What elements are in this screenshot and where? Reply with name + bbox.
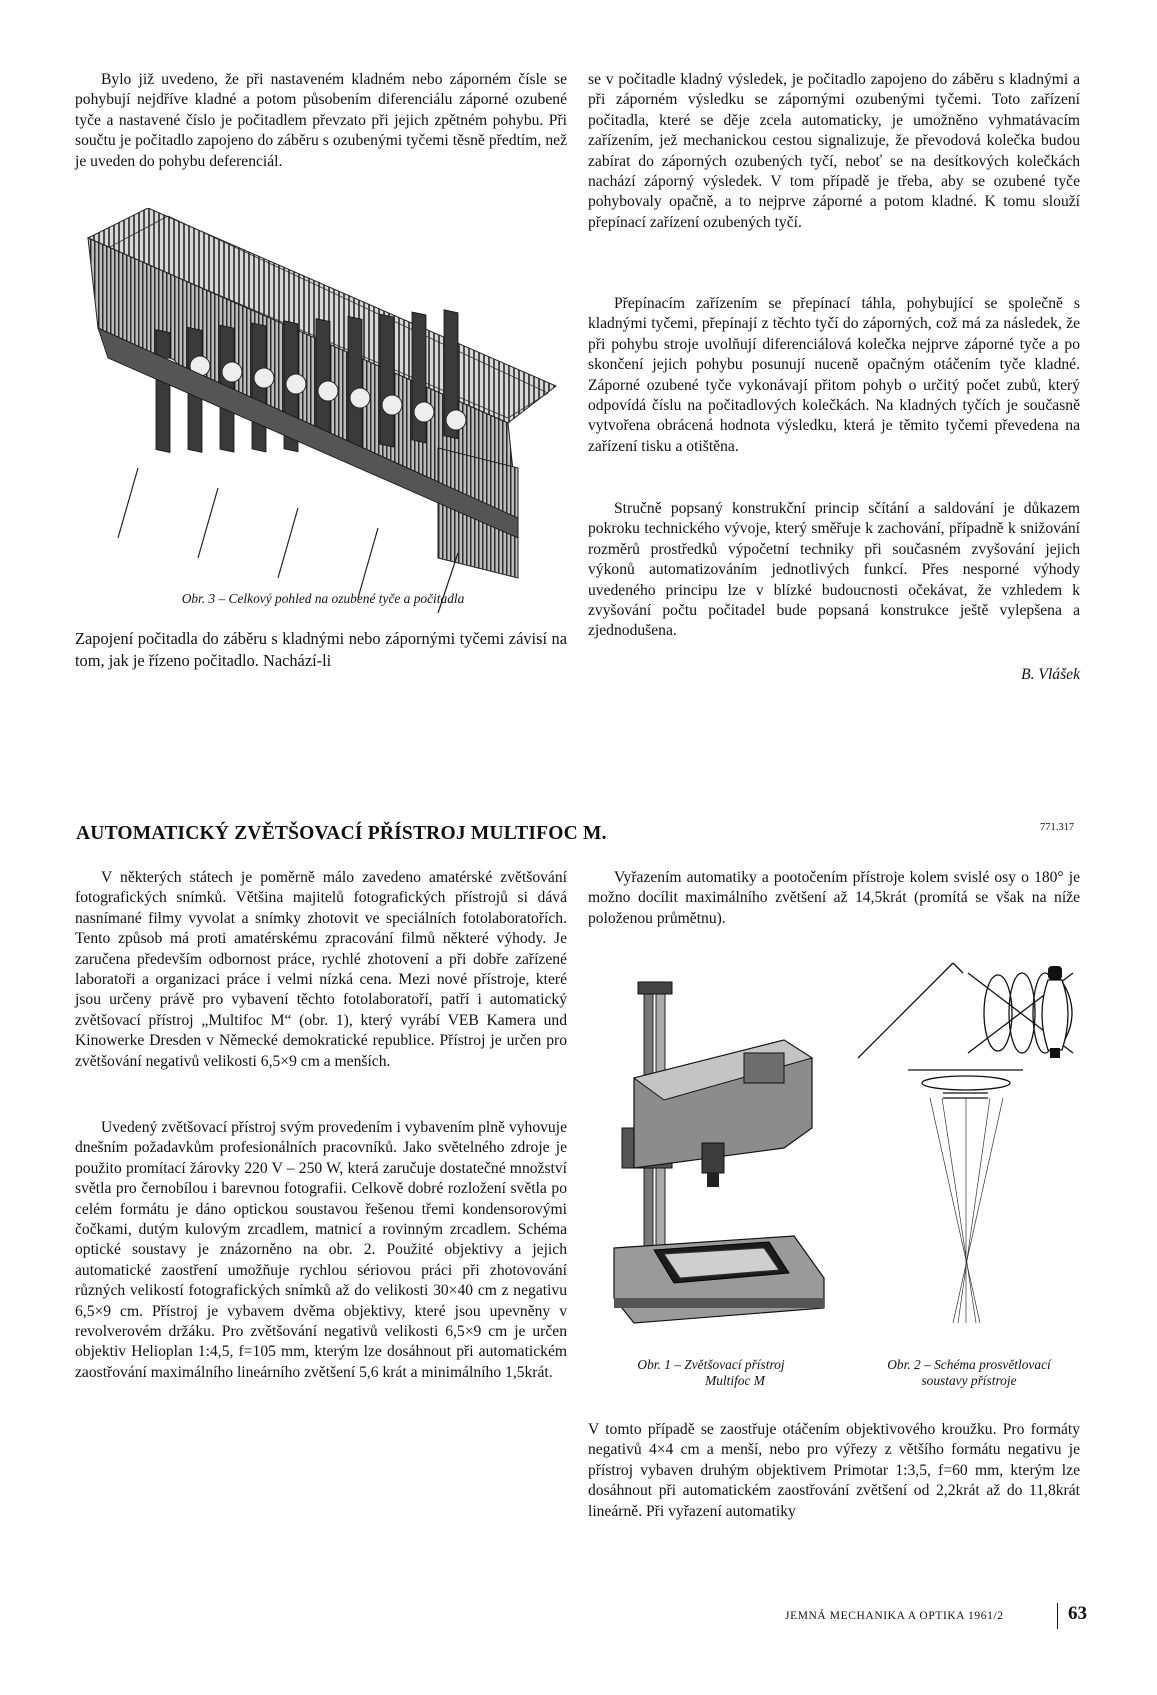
article-right-paragraph-2: V tomto případě se zaostřuje otáčením objektivového kroužku. Pro formáty negativů 4×4 cm a menší, nebo pro výřezy z většího formátu negativu je přístroj vybaven druhým objektivem Primotar 1:3,5, f=60 mm, kterým lze dosáhnout při automatickém zaostřování zvětšení od 2,2krát až do 11,8krát lineárně. Při vyřazení automatiky xyxy=(588,1421,1080,1520)
article-title: AUTOMATICKÝ ZVĚTŠOVACÍ PŘÍSTROJ MULTIFOC M. xyxy=(76,823,607,844)
top-left-paragraph-1: Bylo již uvedeno, že při nastaveném kladném nebo záporném čísle se pohybují nejdříve kladné a potom působením diferenciálu záporné ozubené tyče a nastavené číslo je počitadlem převzato při jejich zpětném pohybu. Při součtu je počitadlo zapojeno do záběru s ozubenými tyčemi těsně předtím, než je uveden do pohybu deferenciál. xyxy=(75,71,567,170)
figure-3-counter-machine-photo xyxy=(78,208,558,618)
figure-2-optical-scheme xyxy=(848,958,1093,1338)
author-signature: B. Vlášek xyxy=(1021,666,1080,683)
udc-code: 771.317 xyxy=(1040,822,1075,833)
article-left-paragraph-2: Uvedený zvětšovací přístroj svým provedením i vybavením plně vyhovuje dnešním požadavkům profesionálních pracovníků. Jako světelného zdroje je použito promítací žárovky 220 V – 250 W, která zaručuje dostatečné množství světla pro černobílou i barevnou fotografii. Celkově dobré rozložení světla po celém formátu je dáno optickou soustavou řešenou třemi kondensorovými čočkami, dutým kulovým zrcadlem, matnicí a rovinným zrcadlem. Schéma optické soustavy je znázorněno na obr. 2. Použité objektivy a jejich automatické zaostření umožňuje rychlou sériovou práci při zhotovování různých velikostí fotografických snímků až do velikosti 30×40 cm z negativu 6,5×9 cm. Přístroj je vybavem dvěma objektivy, které jsou upevněny v revolverovém držáku. Pro zvětšování negativů velikosti 6,5×9 cm je určen objektiv Helioplan 1:4,5, f=105 mm, kterým lze dosáhnout při automatickém zaostřování maximálního lineárního zvětšení 5,6 krát a minimálního 1,5krát. xyxy=(75,1119,567,1381)
page-number: 63 xyxy=(1068,1603,1087,1624)
top-left-paragraph-2: Zapojení počitadla do záběru s kladnými nebo zápornými tyčemi závisí na tom, jak je řízeno počitadlo. Nachází-li xyxy=(75,629,567,670)
figure-2-caption-line-1: Obr. 2 – Schéma prosvětlovací xyxy=(887,1357,1051,1372)
figure-3-caption: Obr. 3 – Celkový pohled na ozubené tyče a počitadla xyxy=(181,591,465,606)
footer-separator xyxy=(1057,1603,1058,1629)
article-right-paragraph-1: Vyřazením automatiky a pootočením přístroje kolem svislé osy o 180° je možno docílit maximálního zvětšení až 14,5krát (promítá se však na níže položenou průmětnu). xyxy=(588,869,1080,927)
figure-1-caption-line-1: Obr. 1 – Zvětšovací přístroj xyxy=(637,1357,785,1372)
figure-1-enlarger-photo xyxy=(594,978,834,1338)
top-right-paragraph-3: Stručně popsaný konstrukční princip sčítání a saldování je důkazem pokroku technického vývoje, který směřuje k zachování, případně k snižování rozměrů prostředků výpočetní techniky při současném zvyšování jejich výkonů automatizováním jednotlivých funkcí. Přes nesporné výhody uvedeného principu lze v blízké budoucnosti očekávat, že vzhledem k zvyšování počtu počitadel bude popsaná konstrukce ještě vylepšena a zjednodušena. xyxy=(588,500,1080,640)
footer-journal-title: JEMNÁ MECHANIKA A OPTIKA 1961/2 xyxy=(785,1610,1004,1622)
top-right-paragraph-2: Přepínacím zařízením se přepínací táhla, pohybující se společně s kladnými tyčemi, přepínají z těchto tyčí do záporných, což má za následek, že při pohybu stroje uvolňují diferenciálová kolečka nejprve záporné tyče a po skončení jejich pohybu posunují nuceně opačným otáčením tyče kladné. Záporné ozubené tyče vykonávají přitom pohyb o určitý počet zubů, který odpovídá číslu na počitadlových kolečkách. Na kladných tyčích je současně vytvořena obrácená hodnota výsledku, která je těmito tyčemi převedena na zařízení tisku a otištěna. xyxy=(588,295,1080,455)
article-left-paragraph-1: V některých státech je poměrně málo zavedeno amatérské zvětšování fotografických snímků. Většina majitelů fotografických přístrojů si dává nasnímané filmy vyvolat a snímky zhotovit ve speciálních fotolaboratořích. Tento způsob má proti amatérskému zpracování filmů některé výhody. Je zaručena především odbornost práce, rychlé zhotovení a při dobře zařízené laboratoři a organizaci práce i velmi nízká cena. Mezi nové přístroje, které jsou určeny právě pro vybavení těchto fotolaboratoří, patří i automatický zvětšovací přístroj „Multifoc M“ (obr. 1), který vyrábí VEB Kamera und Kinowerke Dresden v Německé demokratické republice. Přístroj je určen pro zvětšování negativů velikosti 6,5×9 cm a menších. xyxy=(75,869,567,1070)
top-right-paragraph-1: se v počitadle kladný výsledek, je počitadlo zapojeno do záběru s kladnými a při záporném výsledku se zápornými ozubenými tyčemi. Toto zařízení počitadla, které se děje zcela automaticky, je umožněno vyhmatávacím zařízením, jež mechanickou cestou signalizuje, že převodová kolečka budou zabírat do záporných ozubených tyčí, neboť se na desítkových kolečkách nachází záporný výsledek. V tom případě je třeba, aby se ozubené tyče pohybovaly opačně, a to nejprve záporné a potom kladné. K tomu slouží přepínací zařízení ozubených tyčí. xyxy=(588,71,1080,231)
figure-2-caption-line-2: soustavy přístroje xyxy=(921,1373,1017,1388)
figure-1-caption-line-2: Multifoc M xyxy=(705,1373,765,1388)
